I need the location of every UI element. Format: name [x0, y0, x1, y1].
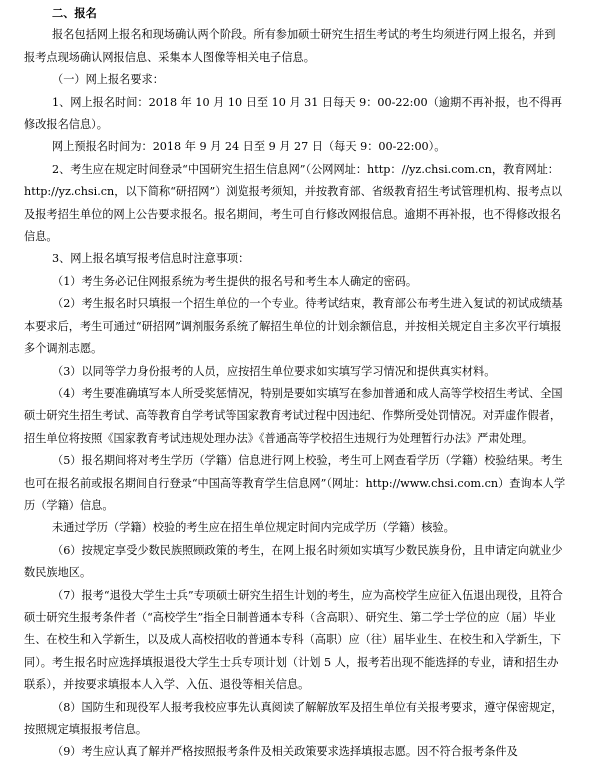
- document-paragraph: （1）考生务必记住网报系统为考生提供的报名号和考生本人确定的密码。: [52, 274, 418, 288]
- document-paragraph: （8）国防生和现役军人报考我校应事先认真阅读了解解放军及招生单位有关报考要求，遵守保密规定，按照规定填报报考信息。: [24, 700, 563, 736]
- document-paragraph: （2）考生报名时只填报一个招生单位的一个专业。待考试结束，教育部公布考生进入复试的初试成绩基本要求后，考生可通过“研招网”调剂服务系统了解招生单位的计划余额信息，并按相关规定自主多次平行填报多个调剂志愿。: [24, 297, 563, 356]
- document-paragraph: 3、网上报名填写报考信息时注意事项：: [52, 252, 250, 266]
- document-paragraph: （7）报考“退役大学生士兵”专项硕士研究生招生计划的考生，应为高校学生应征入伍退出现役，且符合硕士研究生报考条件者（“高校学生”指全日制普通本专科（含高职）、研究生、第二学士学位的应（届）毕业生、在校生和入学新生，以及成人高校招收的普通本专科（高职）应（往）届毕业生、在校生和入学新生，下同）。考生报名时应选择填报退役大学生士兵专项计划（计划 5 人，报考若出现不能选择的专业，请和招生办联系），并按要求填报本人入学、入伍、退役等相关信息。: [24, 588, 563, 692]
- section-heading: 二、报名: [52, 6, 97, 20]
- document-paragraph: （6）按规定享受少数民族照顾政策的考生，在网上报名时须如实填写少数民族身份，且申请定向就业少数民族地区。: [24, 543, 563, 580]
- document-paragraph: 2、考生应在规定时间登录“中国研究生招生信息网”（公网网址：http：//yz.chsi.com.cn，教育网址：http://yz.chsi.cn，以下简称“研招网”）浏览报考须知，并按教育部、省级教育招生考试管理机构、报考点以及报考招生单位的网上公告要求报名。报名期间，考生可自行修改网报信息。逾期不再补报，也不得修改报名信息。: [24, 162, 563, 244]
- document-paragraph: 1、网上报名时间：2018 年 10 月 10 日至 10 月 31 日每天 9：00-22:00（逾期不再补报，也不得再修改报名信息）。: [24, 95, 562, 132]
- document-paragraph: （一）网上报名要求：: [52, 73, 164, 87]
- document-paragraph: （5）报名期间将对考生学历（学籍）信息进行网上校验，考生可上网查看学历（学籍）校验结果。考生也可在报名前或报名期间自行登录“中国高等教育学生信息网”（网址：http://www.chsi.com.cn）查询本人学历（学籍）信息。: [24, 454, 566, 512]
- document-paragraph: 未通过学历（学籍）校验的考生应在招生单位规定时间内完成学历（学籍）核验。: [52, 521, 455, 535]
- document-paragraph: （4）考生要准确填写本人所受奖惩情况，特别是要如实填写在参加普通和成人高等学校招生考试、全国硕士研究生招生考试、高等教育自学考试等国家教育考试过程中因违纪、作弊所受处罚情况。对弄虚作假者，招生单位将按照《国家教育考试违规处理办法》《普通高等学校招生违规行为处理暂行办法》严肃处理。: [24, 386, 563, 445]
- paragraph-list: [24, 24, 566, 763]
- document-paragraph: 网上预报名时间为：2018 年 9 月 24 日至 9 月 27 日（每天 9：00-22:00）。: [52, 140, 446, 154]
- document-paragraph: （3）以同等学力身份报考的人员，应按招生单位要求如实填写学习情况和提供真实材料。: [52, 364, 496, 378]
- document-paragraph: 报名包括网上报名和现场确认两个阶段。所有参加硕士研究生招生考试的考生均须进行网上报名，并到报考点现场确认网报信息、采集本人图像等相关电子信息。: [24, 28, 556, 64]
- document-paragraph: （9）考生应认真了解并严格按照报考条件及相关政策要求选择填报志愿。因不符合报考条件及: [52, 745, 518, 759]
